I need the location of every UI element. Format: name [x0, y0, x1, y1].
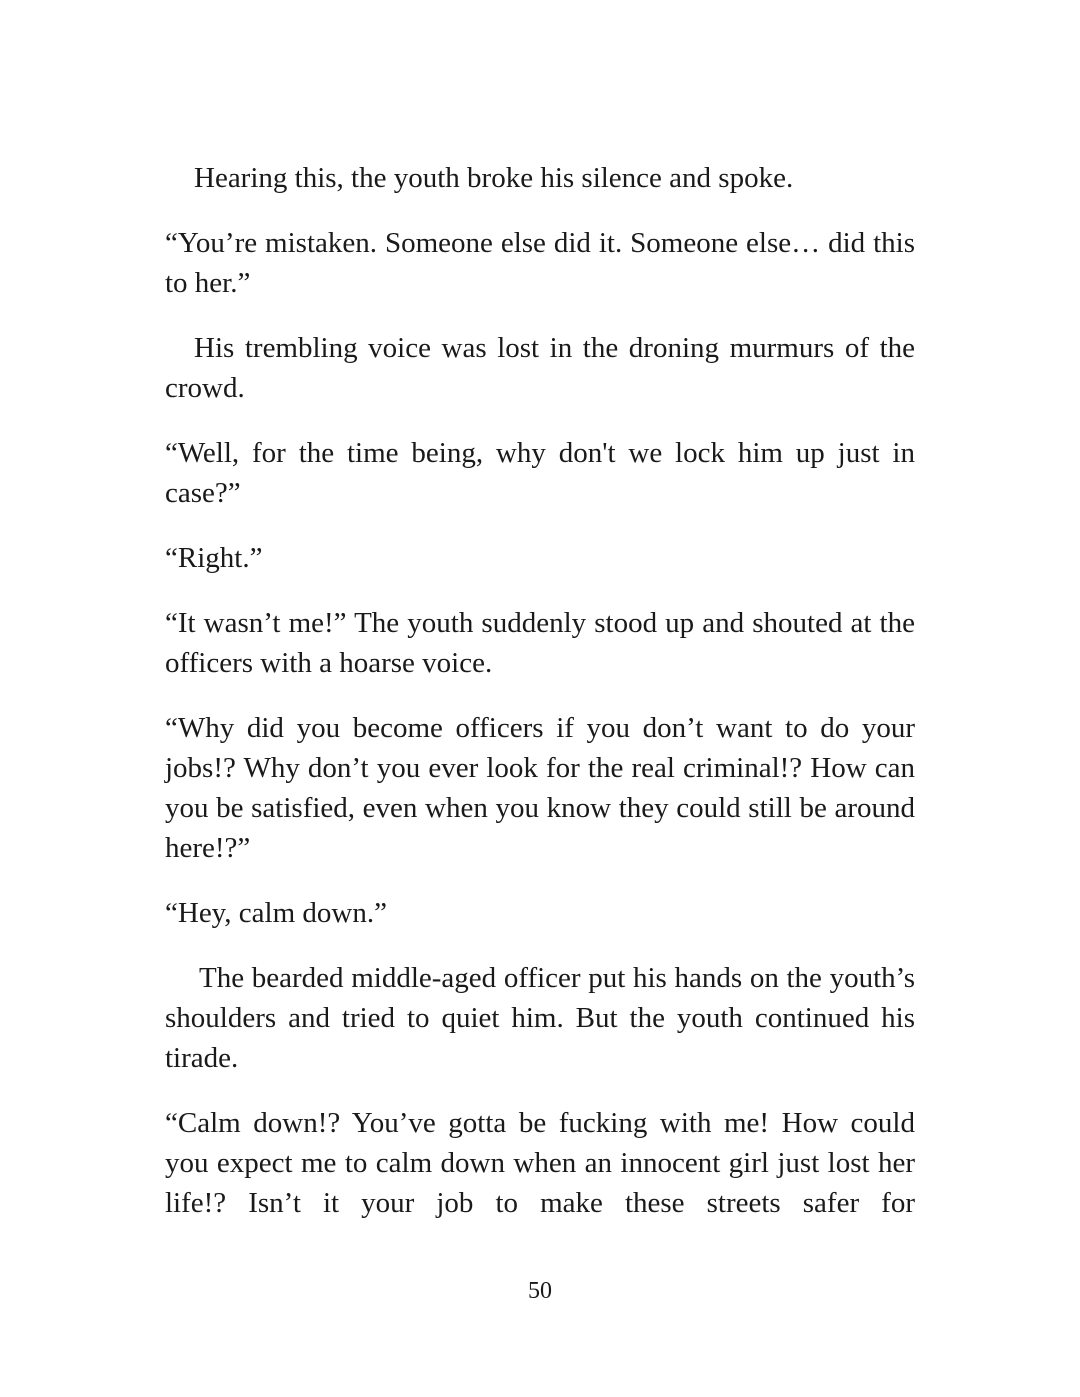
paragraph-4: “Well, for the time being, why don't we lock him up just in case?”	[165, 437, 915, 509]
paragraph-3: His trembling voice was lost in the droning murmurs of the crowd.	[165, 332, 915, 404]
paragraph-1: Hearing this, the youth broke his silence and spoke.	[194, 162, 794, 194]
paragraph-2: “You’re mistaken. Someone else did it. Someone else… did this to her.”	[165, 227, 915, 299]
paragraph-7: “Why did you become officers if you don’t want to do your jobs!? Why don’t you ever look for the real criminal!? How can you be satisfied, even when you know they could still be around here!?”	[165, 712, 915, 864]
paragraph-5: “Right.”	[165, 542, 263, 574]
page-number: 50	[528, 1278, 552, 1304]
body-text	[165, 158, 915, 1248]
paragraph-8: “Hey, calm down.”	[165, 897, 387, 929]
paragraph-9: The bearded middle-aged officer put his hands on the youth’s shoulders and tried to quiet him. But the youth continued his tirade.	[165, 962, 915, 1074]
paragraph-6: “It wasn’t me!” The youth suddenly stood up and shouted at the officers with a hoarse voice.	[165, 607, 915, 679]
paragraph-10: “Calm down!? You’ve gotta be fucking with me! How could you expect me to calm down when an innocent girl just lost her life!? Isn’t it your job to make these streets safer for	[165, 1107, 915, 1219]
